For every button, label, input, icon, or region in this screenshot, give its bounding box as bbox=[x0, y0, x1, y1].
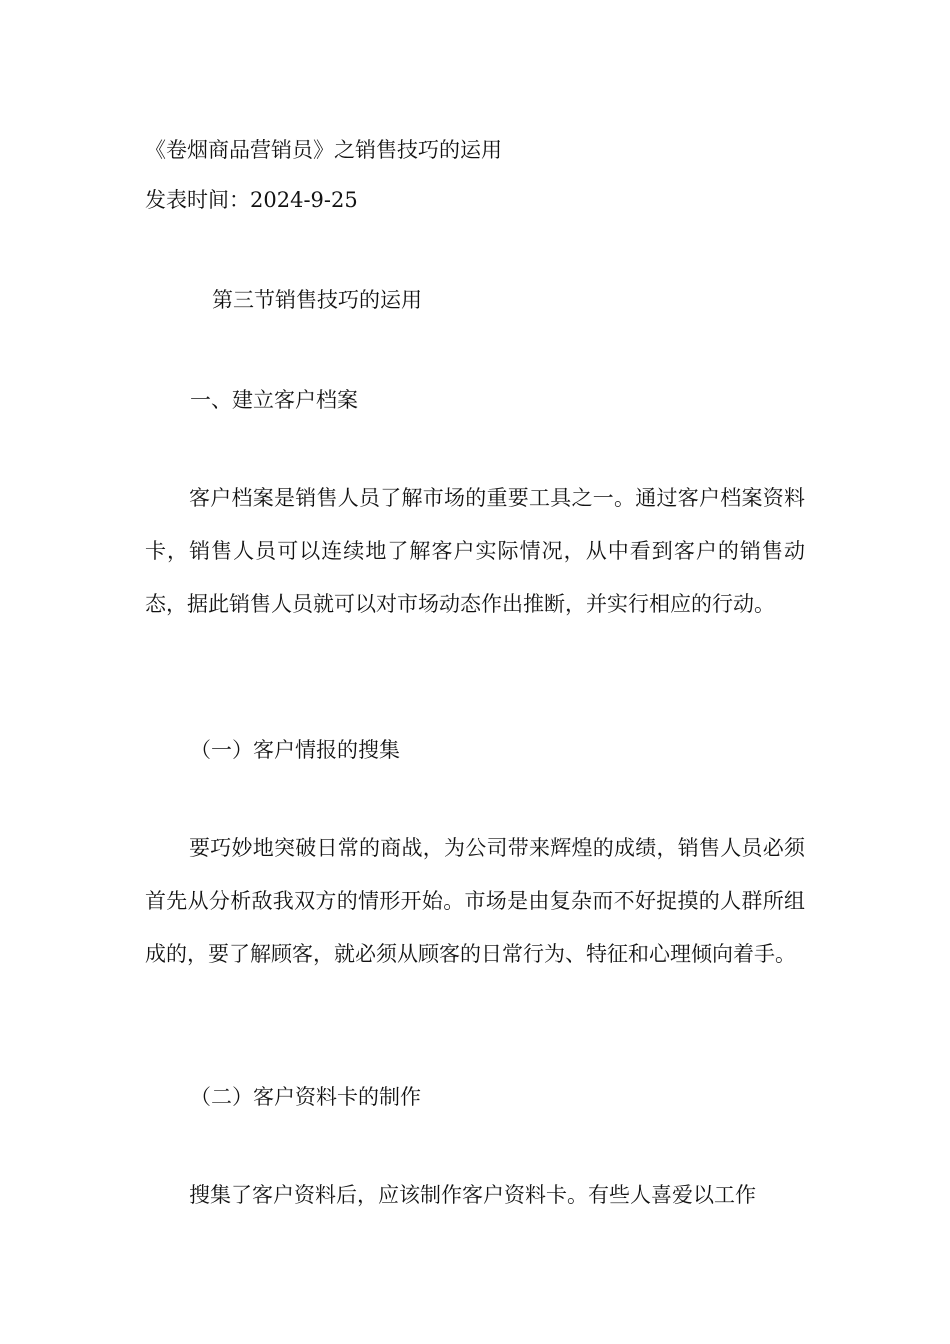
heading-build-customer-file: 一、建立客户档案 bbox=[190, 388, 358, 412]
paragraph-info-collection: 要巧妙地突破日常的商战，为公司带来辉煌的成绩，销售人员必须首先从分析敌我双方的情形开始。市场是由复杂而不好捉摸的人群所组成的，要了解顾客，就必须从顾客的日常行为、特征和心理倾向着手。 bbox=[145, 836, 805, 966]
subheading-info-collection: （一）客户情报的搜集 bbox=[190, 738, 400, 762]
publish-date: 发表时间：2024-9-25 bbox=[145, 188, 358, 212]
subheading-card-making: （二）客户资料卡的制作 bbox=[190, 1085, 421, 1109]
document-title: 《卷烟商品营销员》之销售技巧的运用 bbox=[145, 138, 502, 162]
paragraph-card-making: 搜集了客户资料后，应该制作客户资料卡。有些人喜爱以工作 bbox=[189, 1183, 756, 1207]
section-heading: 第三节销售技巧的运用 bbox=[212, 288, 422, 312]
paragraph-customer-file: 客户档案是销售人员了解市场的重要工具之一。通过客户档案资料卡，销售人员可以连续地了解客户实际情况，从中看到客户的销售动态，据此销售人员就可以对市场动态作出推断，并实行相应的行动。 bbox=[145, 486, 805, 616]
